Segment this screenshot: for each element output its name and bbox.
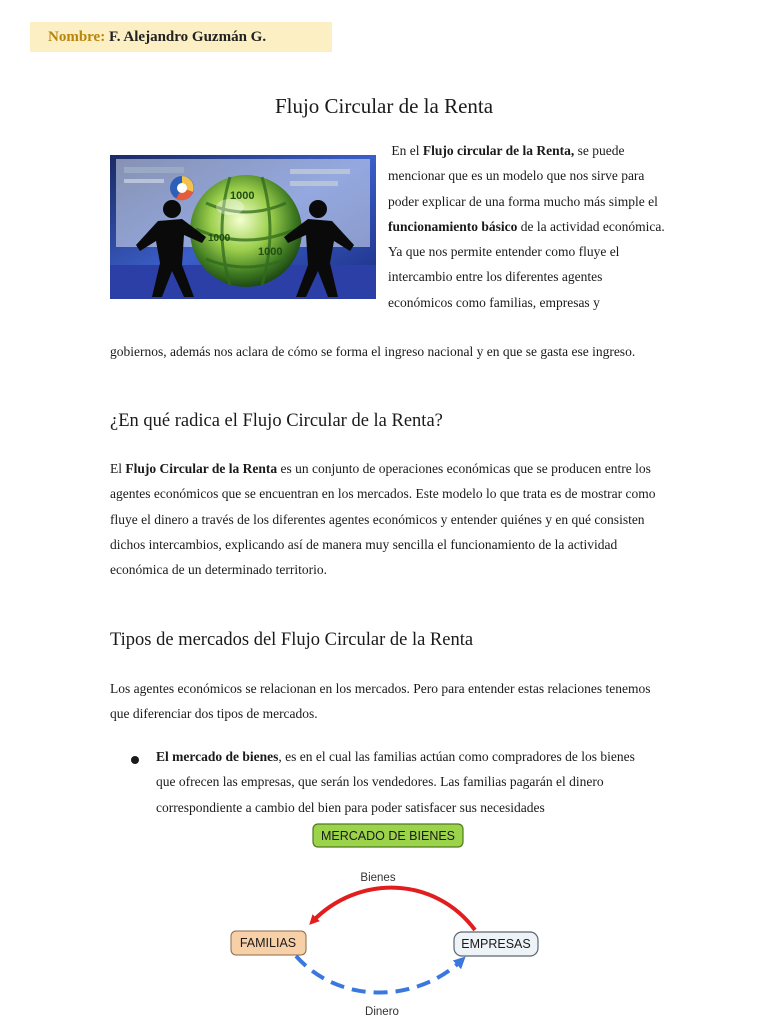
companies-label: EMPRESAS — [461, 937, 531, 951]
intro-continuation: gobiernos, además nos aclara de cómo se forma el ingreso nacional y en que se gasta ese ingreso. — [110, 344, 636, 359]
bullet-dot — [131, 756, 139, 764]
name-value: F. Alejandro Guzmán G. — [108, 29, 267, 45]
section-heading: Tipos de mercados del Flujo Circular de la Renta — [110, 630, 474, 650]
globe-sign: 1000 — [208, 233, 231, 244]
globe-sign: 1000 — [230, 190, 255, 202]
globe-sign: 1000 — [258, 246, 283, 258]
section-heading: ¿En qué radica el Flujo Circular de la Renta? — [110, 411, 443, 431]
paragraph-text: es un conjunto de operaciones económicas que se producen entre los agentes económicos que se encuentran en los mercados. Este modelo lo que trata es de mostrar como fluye el dinero a través de los diferentes agentes económicos y entender quiénes y en qué consisten dichos intercambios, explicando así de manera muy sencilla el funcionamiento de la actividad económica de un determinado territorio. — [110, 461, 656, 578]
intro-paragraph — [388, 138, 668, 315]
paragraph-bold: Flujo Circular de la Renta — [125, 461, 278, 476]
intro-bold: Flujo circular de la Renta, — [422, 143, 575, 158]
market-diagram — [220, 818, 560, 1024]
intro-bold: funcionamiento básico — [388, 218, 518, 234]
money-globe-image — [110, 155, 376, 299]
bullet-bold: El mercado de bienes — [156, 749, 279, 764]
bullet-item — [156, 744, 656, 820]
money-label: Dinero — [365, 1006, 399, 1018]
paragraph — [110, 456, 670, 582]
paragraph: Los agentes económicos se relacionan en los mercados. Pero para entender estas relaciones tenemos que diferenciar dos tipos de mercados. — [110, 681, 651, 722]
bullet-text: , es en el cual las familias actúan como compradores de los bienes que ofrecen las empresas, que serán los vendedores. Las familias pagarán el dinero correspondiente a cambio del bien para poder satisfacer sus necesidades — [156, 749, 635, 815]
document-title: Flujo Circular de la Renta — [274, 94, 494, 118]
name-label: Nombre: — [48, 29, 106, 45]
goods-arrow — [312, 888, 475, 930]
intro-text: En el — [391, 143, 423, 158]
money-arrow — [296, 956, 462, 993]
paragraph-text: El — [110, 461, 126, 476]
intro-text: se puede mencionar que es un modelo que nos sirve para poder explicar de una forma mucho más simple el — [388, 143, 658, 209]
market-label: MERCADO DE BIENES — [320, 829, 456, 843]
families-label: FAMILIAS — [239, 936, 297, 950]
intro-text: de la actividad económica. Ya que nos permite entender como fluye el intercambio entre los diferentes agentes económicos como familias, empresas y — [388, 218, 665, 310]
name-banner — [30, 22, 332, 52]
goods-label: Bienes — [360, 872, 396, 884]
